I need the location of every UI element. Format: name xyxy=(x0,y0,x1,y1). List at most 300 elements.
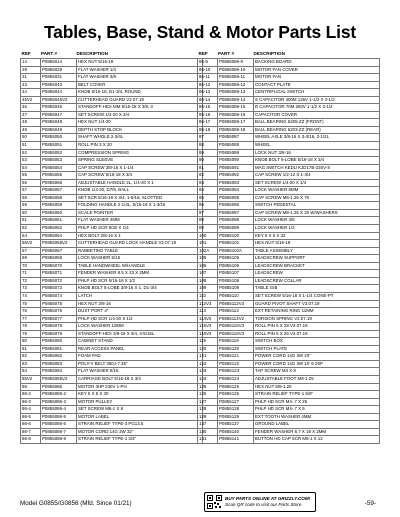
table-row xyxy=(21,383,203,391)
part-number-cell: P0855109 xyxy=(218,285,254,293)
header-ref: REF xyxy=(198,51,208,56)
part-number-cell: P0855073 xyxy=(41,285,77,293)
ref-cell: 110 xyxy=(198,292,218,300)
table-row xyxy=(198,217,380,225)
description-cell: ROLL PIN 6 X 28 V3.07.19 xyxy=(254,323,380,331)
ref-cell: 91 xyxy=(198,164,218,172)
part-number-cell: P0855045V2 xyxy=(41,96,77,104)
table-row xyxy=(21,126,203,134)
description-cell: CUTTERHEAD GUARD LOCK HANDLE V2.07.19 xyxy=(77,240,203,248)
ref-cell: 62 xyxy=(21,225,41,233)
ref-cell: 141 xyxy=(198,436,218,444)
table-row xyxy=(198,338,380,346)
part-number-cell: P0855122 xyxy=(218,360,254,368)
table-row xyxy=(21,149,203,157)
ref-cell: 55 xyxy=(21,172,41,180)
table-row xyxy=(21,111,203,119)
ref-cell: 120 xyxy=(198,345,218,353)
ref-cell: 87 xyxy=(198,134,218,142)
table-row xyxy=(21,217,203,225)
table-row xyxy=(198,194,380,202)
description-cell: LOCK WASHER 5/16 xyxy=(77,255,203,263)
table-row xyxy=(198,81,380,89)
table-row xyxy=(21,225,203,233)
description-cell: HEX NUT 3/8-16 xyxy=(77,300,203,308)
table-row xyxy=(198,179,380,187)
table-row xyxy=(198,240,380,248)
part-number-cell: P0855108 xyxy=(218,277,254,285)
part-number-cell: P0855105 xyxy=(218,255,254,263)
ref-cell: 84 xyxy=(21,368,41,376)
part-number-cell: P0855066V2 xyxy=(41,240,77,248)
ref-cell: 86-10 xyxy=(198,66,218,74)
ref-cell: 127 xyxy=(198,398,218,406)
part-number-cell: P0855101 xyxy=(218,240,254,248)
part-number-cell: P0855086-13 xyxy=(218,89,254,97)
table-row xyxy=(198,413,380,421)
ref-cell: 124 xyxy=(198,375,218,383)
table-row xyxy=(21,232,203,240)
description-cell: FOAM PAD xyxy=(77,353,203,361)
ref-cell: 71 xyxy=(21,270,41,278)
description-cell: DEPTH STOP BLOCK xyxy=(77,126,203,134)
part-number-cell: P0855083 xyxy=(41,360,77,368)
part-number-cell: P0855057 xyxy=(41,187,77,195)
description-cell: WHEEL AXLE 3/8-16 X 3-3/16, 2-1/2L xyxy=(254,134,380,142)
ref-cell: 51 xyxy=(21,142,41,150)
table-row xyxy=(21,368,203,376)
part-number-cell: P0855080 xyxy=(41,338,77,346)
part-number-cell: P0855093 xyxy=(218,179,254,187)
table-row xyxy=(21,398,203,406)
table-row xyxy=(198,375,380,383)
table-row xyxy=(21,308,203,316)
ref-cell: 115V3 xyxy=(198,323,218,331)
part-number-cell: P0855086-16 xyxy=(218,111,254,119)
ref-cell: 53 xyxy=(21,157,41,165)
parts-table-left xyxy=(20,58,203,444)
description-cell: KNOB BOLT 6-LOBE 5/16-18 X 3/4 xyxy=(254,157,380,165)
header-description: DESCRIPTION xyxy=(253,51,285,56)
ref-cell: 67 xyxy=(21,247,41,255)
part-number-cell: P0855121 xyxy=(218,353,254,361)
part-number-cell: P0855054 xyxy=(41,164,77,172)
table-row xyxy=(198,308,380,316)
part-number-cell: P0855050 xyxy=(41,134,77,142)
part-number-cell: P0855089 xyxy=(218,149,254,157)
description-cell: FLAT WASHER 3/8 xyxy=(77,74,203,82)
description-cell: SWITCH PEDESTAL xyxy=(254,202,380,210)
description-cell: ROLL PIN 3 X 20 xyxy=(77,142,203,150)
ref-cell: 93 xyxy=(198,179,218,187)
part-number-cell: P0855046 xyxy=(41,104,77,112)
table-row xyxy=(21,262,203,270)
part-number-cell: P0855014 xyxy=(41,59,77,67)
ref-cell: 109 xyxy=(198,285,218,293)
ref-cell: 90 xyxy=(198,157,218,165)
table-row xyxy=(21,323,203,331)
ref-cell: 126 xyxy=(198,391,218,399)
table-row xyxy=(198,119,380,127)
ref-cell: 101 xyxy=(198,240,218,248)
part-number-cell: P0855084 xyxy=(41,368,77,376)
header-ref: REF xyxy=(21,51,31,56)
part-number-cell: P0855085V2 xyxy=(41,375,77,383)
part-number-cell: P0855086-15 xyxy=(218,104,254,112)
ref-cell: 72 xyxy=(21,277,41,285)
table-row xyxy=(198,323,380,331)
description-cell: SHAFT WHOLE 2-3/4L xyxy=(77,134,203,142)
description-cell: CONTACT PLATE xyxy=(254,81,380,89)
part-number-cell: P0855078 xyxy=(41,323,77,331)
part-number-cell: P0855110 xyxy=(218,292,254,300)
description-cell: POLY-V BELT 350J-7 35" xyxy=(77,360,203,368)
part-number-cell: P0855086-5 xyxy=(41,413,77,421)
ref-cell: 86-15 xyxy=(198,104,218,112)
description-cell: BUTTON HD CAP SCR M6-1 X 12 xyxy=(254,436,380,444)
description-cell: KEY 5 X 5 X 32 xyxy=(254,232,380,240)
description-cell: CAP SCREW M8-1.25 X 20 W/WASHERS xyxy=(254,209,380,217)
ref-cell: 64 xyxy=(21,232,41,240)
table-row xyxy=(198,315,380,323)
description-cell: HEX NUT 5/16-18 xyxy=(77,59,203,67)
part-number-cell: P0855060 xyxy=(41,209,77,217)
table-row xyxy=(198,187,380,195)
description-cell: HEX NUT 1/4-20 xyxy=(77,119,203,127)
table-row xyxy=(21,59,203,67)
part-number-cell: P0855086-4 xyxy=(41,406,77,414)
column-header xyxy=(20,50,203,58)
ref-cell: 83 xyxy=(21,360,41,368)
description-cell: R CAPACITOR 70M 250V 1-1/2 X 3-1/2 xyxy=(254,104,380,112)
parts-column-left xyxy=(20,50,203,444)
description-cell: POWER CORD 14G 3W 10' 6-20P xyxy=(254,360,380,368)
part-number-cell: P0855052 xyxy=(41,149,77,157)
description-cell: LOCK WASHER 8MM xyxy=(254,187,380,195)
description-cell: KNOB 1/4-20, D7/8, BALL xyxy=(77,187,203,195)
table-row xyxy=(21,172,203,180)
description-cell: COMPRESSION SPRING xyxy=(77,149,203,157)
description-cell: LEADSCREW xyxy=(254,270,380,278)
table-row xyxy=(21,421,203,429)
description-cell: PHLP HD SCR M4-.7 X 6 xyxy=(254,406,380,414)
ref-cell: 86-9 xyxy=(198,59,218,67)
ref-cell: 86-7 xyxy=(21,428,41,436)
table-row xyxy=(21,277,203,285)
table-row xyxy=(21,247,203,255)
part-number-cell: P0855029 xyxy=(41,66,77,74)
ref-cell: 122 xyxy=(198,360,218,368)
part-number-cell: P0855086-3 xyxy=(41,398,77,406)
part-number-cell: P0855112V3 xyxy=(218,300,254,308)
part-number-cell: P0855047 xyxy=(41,111,77,119)
table-row xyxy=(198,126,380,134)
part-number-cell: P0855086-12 xyxy=(218,81,254,89)
table-row xyxy=(21,89,203,97)
header-description: DESCRIPTION xyxy=(76,51,108,56)
ref-cell: 73 xyxy=(21,285,41,293)
part-number-cell: P0855086-7 xyxy=(41,428,77,436)
table-row xyxy=(198,157,380,165)
part-number-cell: P0855062 xyxy=(41,225,77,233)
table-row xyxy=(21,134,203,142)
table-row xyxy=(198,391,380,399)
description-cell: TABLE GIB xyxy=(254,285,380,293)
ref-cell: 43 xyxy=(21,81,41,89)
part-number-cell: P0855114V2 xyxy=(218,315,254,323)
table-row xyxy=(198,421,380,429)
ref-cell: 49 xyxy=(21,126,41,134)
description-cell: LEADSCREW COLLAR xyxy=(254,277,380,285)
description-cell: CAPACITOR COVER xyxy=(254,111,380,119)
table-row xyxy=(21,270,203,278)
part-number-cell: P0855044 xyxy=(41,89,77,97)
table-row xyxy=(21,375,203,383)
description-cell: CAP SCREW 5/16-18 X 3/4 xyxy=(77,172,203,180)
part-number-cell: P0855097 xyxy=(218,209,254,217)
description-cell: PHLP HD SCR 1/4-20 X 1/2 xyxy=(77,315,203,323)
ref-cell: 86 xyxy=(21,383,41,391)
table-row xyxy=(198,428,380,436)
ref-cell: 97 xyxy=(198,209,218,217)
table-row xyxy=(198,436,380,444)
part-number-cell: P0855067 xyxy=(41,247,77,255)
table-row xyxy=(21,240,203,248)
header-part: PART # xyxy=(41,51,57,56)
description-cell: ADJUSTABLE HANDLE 2L, 1/4-20 X 1 xyxy=(77,179,203,187)
parts-store-banner[interactable] xyxy=(204,492,316,512)
part-number-cell: P0855100 xyxy=(218,232,254,240)
part-number-cell: P0855140 xyxy=(218,428,254,436)
table-row xyxy=(198,104,380,112)
table-row xyxy=(198,96,380,104)
part-number-cell: P0855049 xyxy=(41,126,77,134)
part-number-cell: P0855088 xyxy=(218,142,254,150)
ref-cell: 86-12 xyxy=(198,81,218,89)
description-cell: CAP SCREW M6-1.25 X 70 xyxy=(254,194,380,202)
ref-cell: 57 xyxy=(21,187,41,195)
description-cell: BELT COVER xyxy=(77,81,203,89)
part-number-cell: P0855141 xyxy=(218,436,254,444)
table-row xyxy=(21,179,203,187)
ref-cell: 14 xyxy=(21,59,41,67)
table-row xyxy=(198,74,380,82)
table-row xyxy=(198,111,380,119)
part-number-cell: P0855129 xyxy=(218,413,254,421)
table-row xyxy=(21,330,203,338)
part-number-cell: P0855124 xyxy=(218,375,254,383)
part-number-cell: P0855115V3 xyxy=(218,323,254,331)
description-cell: SET SCREW M6-1 X 8 xyxy=(77,406,203,414)
description-cell: SET SCR 5/16-18 X 3/4, 1-5/16, SLOTTED xyxy=(77,194,203,202)
part-number-cell: P0855086-18 xyxy=(218,126,254,134)
part-number-cell: P0855125 xyxy=(218,383,254,391)
table-row xyxy=(198,292,380,300)
ref-cell: 95 xyxy=(198,194,218,202)
part-number-cell: P0855069 xyxy=(41,255,77,263)
ref-cell: 94 xyxy=(198,187,218,195)
parts-column-right xyxy=(197,50,380,444)
part-number-cell: P0855098 xyxy=(218,217,254,225)
ref-cell: 75 xyxy=(21,300,41,308)
table-row xyxy=(198,277,380,285)
ref-cell: 119 xyxy=(198,338,218,346)
description-cell: KNOB BOLT 5-LOBE 3/8-16 X 1, D1-3/4 xyxy=(77,285,203,293)
table-row xyxy=(21,436,203,444)
part-number-cell: P0855091 xyxy=(218,164,254,172)
ref-cell: 100 xyxy=(198,232,218,240)
table-row xyxy=(198,142,380,150)
part-number-cell: P0855116V3 xyxy=(218,330,254,338)
part-number-cell: P0855077 xyxy=(41,315,77,323)
part-number-cell: P0855119 xyxy=(218,338,254,346)
table-row xyxy=(21,104,203,112)
table-row xyxy=(21,187,203,195)
description-cell: TORSION SPRING V2.07.19 xyxy=(254,315,380,323)
part-number-cell: P0855086-2 xyxy=(41,391,77,399)
part-number-cell: P0855071 xyxy=(41,270,77,278)
table-row xyxy=(198,89,380,97)
description-cell: MOTOR FAN COVER xyxy=(254,66,380,74)
table-row xyxy=(21,345,203,353)
description-cell: LOCK WASHER 10MM xyxy=(77,323,203,331)
description-cell: FLAT WASHER 5/16 xyxy=(77,368,203,376)
ref-cell: 86-13 xyxy=(198,89,218,97)
table-row xyxy=(198,202,380,210)
part-number-cell: P0855082 xyxy=(41,353,77,361)
table-row xyxy=(21,353,203,361)
part-number-cell: P0855106 xyxy=(218,262,254,270)
part-number-cell: P0855099 xyxy=(218,225,254,233)
table-row xyxy=(21,300,203,308)
description-cell: KEY 5 X 5 X 30 xyxy=(77,391,203,399)
table-row xyxy=(198,406,380,414)
ref-cell: 60 xyxy=(21,209,41,217)
model-label: Model G0855/G0856 (Mfd. Since 01/21) xyxy=(20,500,132,507)
ref-cell: 107 xyxy=(198,270,218,278)
part-number-cell: P0855107 xyxy=(218,270,254,278)
description-cell: STRAIN RELIEF TYPE-3 PG13.5 xyxy=(77,421,203,429)
part-number-cell: P0855056 xyxy=(41,179,77,187)
description-cell: LEADSCREW SUPPORT xyxy=(254,255,380,263)
part-number-cell: P0855070 xyxy=(41,262,77,270)
description-cell: STRAIN RELIEF TYPE-1 3/4" xyxy=(77,436,203,444)
description-cell: FENDER WASHER 6.7 X 19 X 2MM xyxy=(254,428,380,436)
part-number-cell: P0855072 xyxy=(41,277,77,285)
ref-cell: 86-5 xyxy=(21,413,41,421)
table-row xyxy=(21,157,203,165)
description-cell: CUTTERHEAD GUARD V2.07.19 xyxy=(77,96,203,104)
description-cell: STANDOFF-HEX MM 5/16-18 X 3/8, 3 xyxy=(77,104,203,112)
ref-cell: 44 xyxy=(21,89,41,97)
table-row xyxy=(21,360,203,368)
description-cell: SPRING SLEEVE xyxy=(77,157,203,165)
table-row xyxy=(21,66,203,74)
part-number-cell: P0855058 xyxy=(41,194,77,202)
table-row xyxy=(198,353,380,361)
description-cell: KNOB 5/16-18, D1-3/4, ROUND xyxy=(77,89,203,97)
description-cell: SWITCH BOX xyxy=(254,338,380,346)
part-number-cell: P0855081 xyxy=(41,345,77,353)
ref-cell: 86-17 xyxy=(198,119,218,127)
ref-cell: 96 xyxy=(198,202,218,210)
description-cell: CAP SCREW 1/2-12 X 1-3/4 xyxy=(254,172,380,180)
ref-cell: 105 xyxy=(198,255,218,263)
part-number-cell: P0855086-10 xyxy=(218,66,254,74)
description-cell: MOTOR CORD 14G 3W 32" xyxy=(77,428,203,436)
table-row xyxy=(198,270,380,278)
part-number-cell: P0855086-17 xyxy=(218,119,254,127)
promo-subtext: Scan QR code to visit our Parts Store. xyxy=(225,502,303,507)
table-row xyxy=(198,232,380,240)
ref-cell: 114V2 xyxy=(198,315,218,323)
ref-cell: 86-14 xyxy=(198,96,218,104)
ref-cell: 86-2 xyxy=(21,391,41,399)
table-row xyxy=(198,368,380,376)
table-row xyxy=(21,413,203,421)
table-row xyxy=(21,338,203,346)
page-number: -59- xyxy=(364,500,376,507)
table-row xyxy=(21,202,203,210)
parts-table-right xyxy=(197,58,380,444)
part-number-cell: P0855086-8 xyxy=(41,436,77,444)
ref-cell: 66V2 xyxy=(21,240,41,248)
part-number-cell: P0855076 xyxy=(41,308,77,316)
ref-cell: 82 xyxy=(21,353,41,361)
ref-cell: 69 xyxy=(21,255,41,263)
part-number-cell: P0855086-6 xyxy=(41,421,77,429)
ref-cell: 77 xyxy=(21,315,41,323)
description-cell: SCALE POINTER xyxy=(77,209,203,217)
ref-cell: 54 xyxy=(21,164,41,172)
description-cell: WHEEL xyxy=(254,142,380,150)
description-cell: PHLP HD SCR 5/16-18 X 1/2 xyxy=(77,277,203,285)
ref-cell: 45V2 xyxy=(21,96,41,104)
table-row xyxy=(198,383,380,391)
description-cell: HEX BOLT 3/8-16 X 1 xyxy=(77,232,203,240)
description-cell: HEX NUT 5/16-18 xyxy=(254,240,380,248)
qr-code-icon xyxy=(207,495,222,509)
table-row xyxy=(198,149,380,157)
table-row xyxy=(198,59,380,67)
description-cell: EXT TOOTH WASHER 4MM xyxy=(254,413,380,421)
description-cell: REAR ACCESS PANEL xyxy=(77,345,203,353)
ref-cell: 89 xyxy=(198,149,218,157)
ref-cell: 52 xyxy=(21,149,41,157)
part-number-cell: P0855120 xyxy=(218,345,254,353)
part-number-cell: P0855064 xyxy=(41,232,77,240)
part-number-cell: P0855086 xyxy=(41,383,77,391)
description-cell: LOCK WASHER 3/8 xyxy=(254,217,380,225)
ref-cell: 86-4 xyxy=(21,406,41,414)
description-cell: TABLE ASSEMBLY xyxy=(254,247,380,255)
ref-cell: 48 xyxy=(21,119,41,127)
part-number-cell: P0855137 xyxy=(218,421,254,429)
table-row xyxy=(21,292,203,300)
part-number-cell: P0855087 xyxy=(218,134,254,142)
part-number-cell: P0855090 xyxy=(218,157,254,165)
ref-cell: 78 xyxy=(21,323,41,331)
description-cell: TABLE HANDWHEEL W/HANDLE xyxy=(77,262,203,270)
table-row xyxy=(198,330,380,338)
ref-cell: 129 xyxy=(198,413,218,421)
ref-cell: 86-16 xyxy=(198,111,218,119)
table-row xyxy=(21,406,203,414)
table-row xyxy=(21,74,203,82)
table-row xyxy=(198,209,380,217)
table-row xyxy=(198,247,380,255)
ref-cell: 46 xyxy=(21,104,41,112)
